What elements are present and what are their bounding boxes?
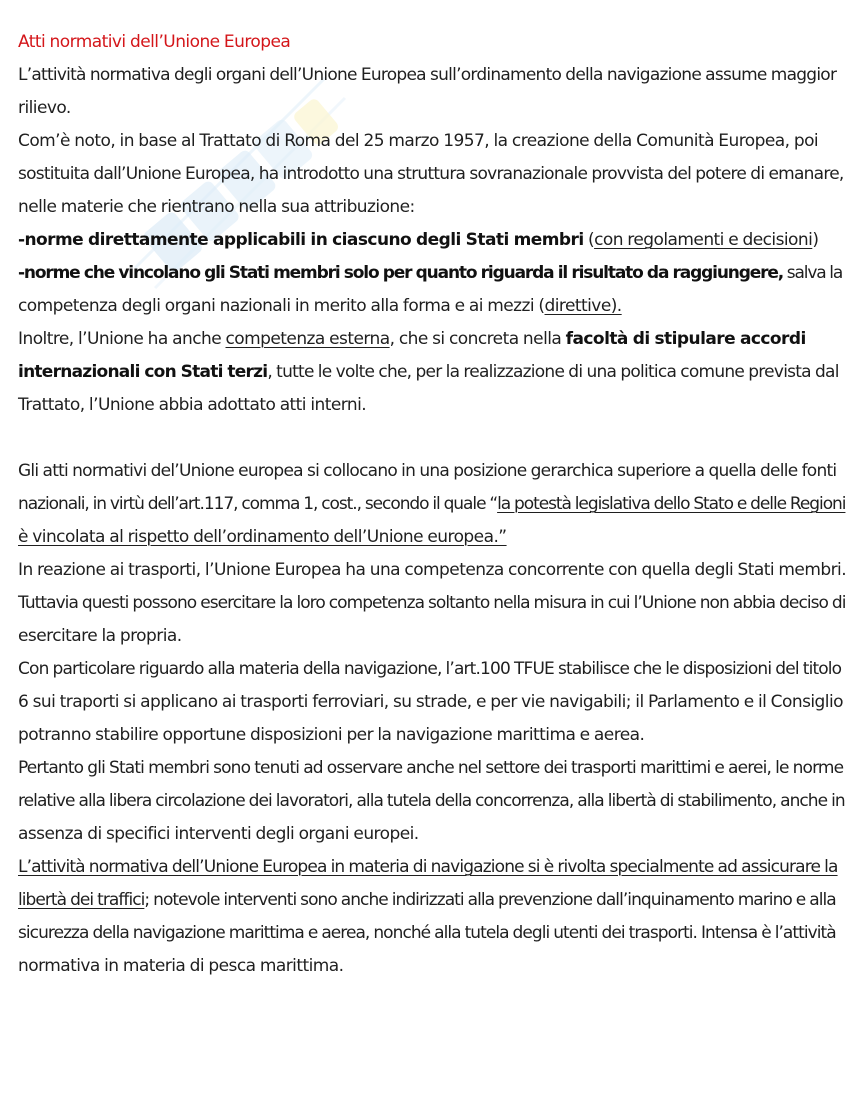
text-line (18, 290, 846, 323)
text-line (18, 323, 846, 356)
text-line: esercitare la propria. (18, 626, 182, 646)
text-line: L’attività normativa degli organi dell’Unione Europea sull’ordinamento della navigazione assume maggior (18, 65, 837, 85)
text-span: nazionali, in virtù dell’art.117, comma 1, cost., secondo il quale “ (18, 494, 498, 514)
text-line: Gli atti normativi del’Unione europea si collocano in una posizione gerarchica superiore a quella delle fonti (18, 461, 837, 481)
text-span: competenza degli organi nazionali in merito alla forma e ai mezzi ( (18, 296, 545, 316)
text-line: assenza di specifici interventi degli organi europei. (18, 824, 419, 844)
text-line: Trattato, l’Unione abbia adottato atti interni. (18, 395, 367, 415)
text-span: ) (812, 230, 819, 250)
underlined-text: è vincolata al rispetto dell’ordinamento dell’Unione europea.” (18, 527, 507, 547)
text-span: salva la (783, 263, 843, 283)
text-line: Com’è noto, in base al Trattato di Roma del 25 marzo 1957, la creazione della Comunità Europea, poi (18, 131, 819, 151)
text-line: potranno stabilire opportune disposizioni per la navigazione marittima e aerea. (18, 725, 645, 745)
paragraph-gap (18, 422, 846, 455)
text-line: 6 sui traporti si applicano ai trasporti ferroviari, su strade, e per vie navigabili; il Parlamento e il Consiglio (18, 692, 843, 712)
text-line: Pertanto gli Stati membri sono tenuti ad osservare anche nel settore dei trasporti marittimi e aerei, le norme (18, 758, 844, 778)
text-span: ( (583, 230, 595, 250)
underlined-text: L’attività normativa dell’Unione Europea in materia di navigazione si è rivolta specialmente ad assicurare la (18, 857, 838, 877)
underlined-text: competenza esterna (225, 329, 390, 349)
bold-text: -norme direttamente applicabili in ciascuno degli Stati membri (18, 230, 584, 250)
text-line: nelle materie che rientrano nella sua attribuzione: (18, 197, 415, 217)
text-span: , tutte le volte che, per la realizzazione di una politica comune prevista dal (267, 362, 839, 382)
document-page (18, 26, 846, 983)
text-line (18, 488, 846, 521)
text-span: , che si concreta nella (389, 329, 566, 349)
text-line (18, 521, 846, 554)
bold-text: facoltà di stipulare accordi (565, 329, 806, 349)
text-line: Tuttavia questi possono esercitare la loro competenza soltanto nella misura in cui l’Unione non abbia deciso di (18, 593, 846, 613)
list-item-direct-norms (18, 224, 846, 257)
underlined-text: direttive). (544, 296, 622, 316)
document-title: Atti normativi dell’Unione Europea (18, 32, 291, 52)
underlined-text: con regolamenti e decisioni (594, 230, 813, 250)
text-line: Con particolare riguardo alla materia della navigazione, l’art.100 TFUE stabilisce che le disposizioni del titolo (18, 659, 842, 679)
list-item-binding-norms (18, 257, 846, 290)
text-line (18, 356, 846, 389)
text-line: In reazione ai trasporti, l’Unione Europea ha una competenza concorrente con quella degli Stati membri. (18, 560, 847, 580)
bold-text: -norme che vincolano gli Stati membri solo per quanto riguarda il risultato da raggiungere, (18, 263, 784, 283)
text-line (18, 884, 846, 917)
text-line: sicurezza della navigazione marittima e aerea, nonché alla tutela degli utenti dei trasporti. Intensa è l’attività (18, 923, 836, 943)
text-span: Inoltre, l’Unione ha anche (18, 329, 226, 349)
text-line: sostituita dall’Unione Europea, ha introdotto una struttura sovranazionale provvista del potere di emanare, (18, 164, 844, 184)
bold-text: internazionali con Stati terzi (18, 362, 268, 382)
text-line: rilievo. (18, 98, 71, 118)
text-line (18, 851, 846, 884)
underlined-text: la potestà legislativa dello Stato e delle Regioni (497, 494, 846, 514)
underlined-text: libertà dei traffici (18, 890, 145, 910)
text-span: ; notevole interventi sono anche indirizzati alla prevenzione dall’inquinamento marino e alla (144, 890, 836, 910)
text-line: normativa in materia di pesca marittima. (18, 956, 344, 976)
text-line: relative alla libera circolazione dei lavoratori, alla tutela della concorrenza, alla libertà di stabilimento, anche in (18, 791, 845, 811)
